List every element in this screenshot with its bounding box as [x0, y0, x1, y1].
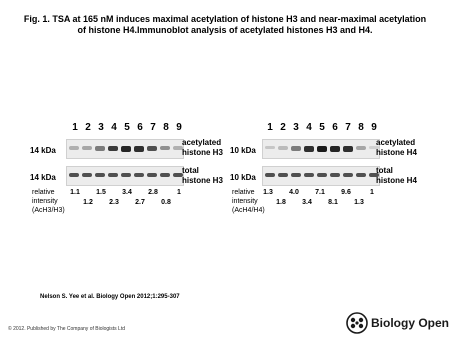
blot-label-bottom — [376, 166, 417, 186]
ri-value: 8.1 — [328, 199, 338, 206]
ri-value: 1.3 — [263, 189, 273, 196]
lane-number: 2 — [85, 122, 91, 133]
ri-value: 9.6 — [341, 189, 351, 196]
ri-value: 1.3 — [354, 199, 364, 206]
blot-label-line: acetylated — [376, 138, 416, 147]
blot-label-top — [376, 138, 417, 158]
kda-marker-top: 10 kDa — [230, 146, 256, 155]
acetylated-band — [356, 146, 366, 150]
acetylated-band — [108, 146, 118, 151]
blot-acetylated — [262, 139, 380, 159]
lane-number: 7 — [150, 122, 156, 133]
total-band — [108, 173, 118, 177]
kda-marker-bottom: 14 kDa — [30, 173, 56, 182]
acetylated-band — [265, 146, 275, 149]
ri-label-line: (AcH3/H3) — [32, 207, 65, 214]
blot-label-line: histone H3 — [182, 148, 223, 157]
acetylated-band — [95, 146, 105, 151]
total-band — [278, 173, 288, 177]
blot-total — [262, 166, 380, 186]
ri-value: 1.8 — [276, 199, 286, 206]
lane-number: 5 — [319, 122, 325, 133]
ri-label-line: relative — [232, 189, 255, 196]
citation: Nelson S. Yee et al. Biology Open 2012;1:295-307 — [40, 294, 180, 300]
ri-value: 4.0 — [289, 189, 299, 196]
total-band — [291, 173, 301, 177]
ri-label-line: intensity — [232, 198, 258, 205]
lane-number: 1 — [72, 122, 78, 133]
total-band — [160, 173, 170, 177]
lane-number: 6 — [332, 122, 338, 133]
total-band — [147, 173, 157, 177]
total-band — [330, 173, 340, 177]
acetylated-band — [291, 146, 301, 151]
logo-text: Biology Open — [371, 316, 449, 330]
ri-value: 2.7 — [135, 199, 145, 206]
total-band — [356, 173, 366, 177]
acetylated-band — [69, 146, 79, 150]
lane-number: 5 — [124, 122, 130, 133]
lane-number: 6 — [137, 122, 143, 133]
acetylated-band — [121, 146, 131, 152]
total-band — [95, 173, 105, 177]
blot-label-top — [182, 138, 223, 158]
lane-number: 7 — [345, 122, 351, 133]
blot-acetylated — [66, 139, 184, 159]
total-band — [304, 173, 314, 177]
ri-value: 1 — [177, 189, 181, 196]
kda-marker-bottom: 10 kDa — [230, 173, 256, 182]
ri-value: 2.3 — [109, 199, 119, 206]
acetylated-band — [82, 146, 92, 150]
acetylated-band — [330, 146, 340, 152]
acetylated-band — [317, 146, 327, 152]
total-band — [121, 173, 131, 177]
lane-number: 9 — [176, 122, 182, 133]
total-band — [317, 173, 327, 177]
acetylated-band — [147, 146, 157, 151]
blot-label-bottom — [182, 166, 223, 186]
ri-value: 1.1 — [70, 189, 80, 196]
ri-value: 1 — [370, 189, 374, 196]
blot-total — [66, 166, 184, 186]
ri-label-line: relative — [32, 189, 55, 196]
lane-number: 3 — [98, 122, 104, 133]
acetylated-band — [304, 146, 314, 152]
acetylated-band — [278, 146, 288, 150]
kda-marker-top: 14 kDa — [30, 146, 56, 155]
ri-value: 3.4 — [302, 199, 312, 206]
blot-label-line: total — [182, 166, 199, 175]
biology-open-logo[interactable] — [346, 312, 449, 334]
copyright: © 2012. Published by The Company of Biologists Ltd — [8, 326, 125, 332]
relative-intensity-label — [32, 188, 65, 215]
ri-value: 7.1 — [315, 189, 325, 196]
acetylated-band — [160, 146, 170, 150]
total-band — [343, 173, 353, 177]
lane-number: 3 — [293, 122, 299, 133]
lane-number: 4 — [306, 122, 312, 133]
lane-number: 2 — [280, 122, 286, 133]
blot-label-line: acetylated — [182, 138, 222, 147]
lane-number: 4 — [111, 122, 117, 133]
blot-label-line: histone H4 — [376, 176, 417, 185]
blot-label-line: histone H4 — [376, 148, 417, 157]
ri-value: 0.8 — [161, 199, 171, 206]
ri-value: 2.8 — [148, 189, 158, 196]
ri-value: 3.4 — [122, 189, 132, 196]
blot-label-line: histone H3 — [182, 176, 223, 185]
ri-label-line: (AcH4/H4) — [232, 207, 265, 214]
ri-value: 1.5 — [96, 189, 106, 196]
total-band — [69, 173, 79, 177]
total-band — [82, 173, 92, 177]
lane-number: 1 — [267, 122, 273, 133]
ri-label-line: intensity — [32, 198, 58, 205]
lane-number: 8 — [163, 122, 169, 133]
ri-value: 1.2 — [83, 199, 93, 206]
biology-open-logo-icon — [346, 312, 368, 334]
total-band — [134, 173, 144, 177]
acetylated-band — [343, 146, 353, 152]
figure-title: Fig. 1. TSA at 165 nM induces maximal acetylation of histone H3 and near-maximal acetylation of histone H4.Immunoblot analysis of acetylated histones H3 and H4. — [23, 14, 427, 35]
total-band — [265, 173, 275, 177]
blot-label-line: total — [376, 166, 393, 175]
acetylated-band — [134, 146, 144, 152]
lane-number: 9 — [371, 122, 377, 133]
lane-number: 8 — [358, 122, 364, 133]
